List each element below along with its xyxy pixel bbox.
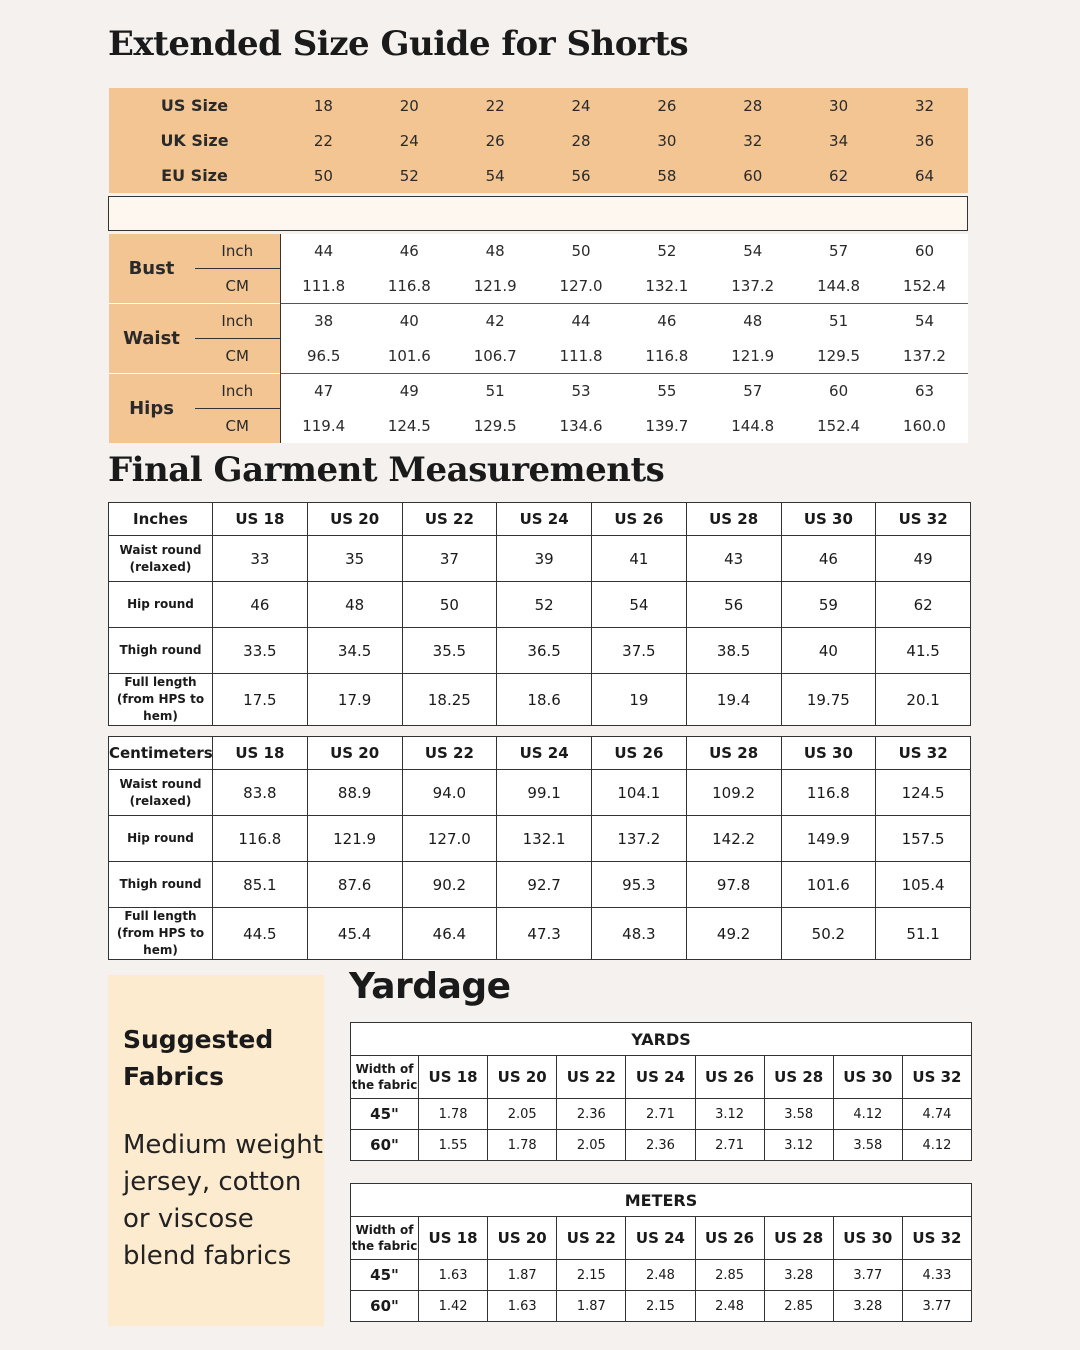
fabrics-title: Suggested Fabrics: [123, 1025, 274, 1091]
value-cell: 36.5: [497, 628, 592, 674]
row-label: 45": [351, 1099, 419, 1130]
value-cell: 137.2: [710, 269, 796, 304]
value-cell: 18.6: [497, 674, 592, 726]
value-cell: 106.7: [452, 339, 538, 374]
size-header: US 32: [902, 1217, 971, 1260]
value-cell: 48: [452, 234, 538, 269]
size-header: US 30: [833, 1217, 902, 1260]
table-row: [351, 1260, 972, 1291]
size-header: US 32: [876, 737, 971, 770]
value-cell: 44: [538, 304, 624, 339]
row-label: 60": [351, 1130, 419, 1161]
value-cell: 62: [876, 582, 971, 628]
value-cell: 4.12: [902, 1130, 971, 1161]
value-cell: 1.87: [557, 1291, 626, 1322]
value-cell: 124.5: [876, 770, 971, 816]
value-cell: 116.8: [366, 269, 452, 304]
table-row: [351, 1130, 972, 1161]
size-header: US 24: [497, 737, 592, 770]
value-cell: 35: [307, 536, 402, 582]
unit-header: Inches: [109, 503, 213, 536]
unit-label: Inch: [195, 304, 281, 339]
size-cell: 22: [452, 88, 538, 123]
size-cell: 26: [624, 88, 710, 123]
value-cell: 41.5: [876, 628, 971, 674]
value-cell: 52: [497, 582, 592, 628]
value-cell: 49.2: [686, 908, 781, 960]
size-header: US 20: [307, 737, 402, 770]
value-cell: 3.58: [833, 1130, 902, 1161]
size-header: US 30: [781, 737, 876, 770]
value-cell: 19: [592, 674, 687, 726]
value-cell: 1.63: [419, 1260, 488, 1291]
value-cell: 34.5: [307, 628, 402, 674]
size-cell: 26: [452, 123, 538, 158]
value-cell: 47.3: [497, 908, 592, 960]
value-cell: 152.4: [796, 409, 882, 444]
size-cell: 36: [882, 123, 968, 158]
value-cell: 88.9: [307, 770, 402, 816]
size-header: US 22: [557, 1056, 626, 1099]
row-label: Hip round: [109, 582, 213, 628]
row-label: US Size: [109, 88, 281, 123]
unit-label: CM: [195, 409, 281, 444]
unit-row: [351, 1023, 972, 1056]
value-cell: 54: [882, 304, 968, 339]
garment-title: Final Garment Measurements: [108, 450, 665, 490]
size-header: US 30: [833, 1056, 902, 1099]
size-cell: 60: [710, 158, 796, 193]
value-cell: 59: [781, 582, 876, 628]
value-cell: 116.8: [624, 339, 710, 374]
suggested-fabrics-panel: [108, 975, 324, 1326]
row-label: Thigh round: [109, 862, 213, 908]
value-cell: 2.15: [626, 1291, 695, 1322]
value-cell: 43: [686, 536, 781, 582]
value-cell: 2.05: [488, 1099, 557, 1130]
unit-header: YARDS: [351, 1023, 972, 1056]
value-cell: 144.8: [796, 269, 882, 304]
value-cell: 46.4: [402, 908, 497, 960]
eu-size-row: [109, 158, 968, 193]
value-cell: 51.1: [876, 908, 971, 960]
value-cell: 49: [876, 536, 971, 582]
value-cell: 46: [624, 304, 710, 339]
value-cell: 101.6: [366, 339, 452, 374]
value-cell: 60: [882, 234, 968, 269]
value-cell: 121.9: [452, 269, 538, 304]
size-header: US 18: [213, 503, 308, 536]
value-cell: 95.3: [592, 862, 687, 908]
size-header: US 24: [626, 1056, 695, 1099]
value-cell: 44.5: [213, 908, 308, 960]
size-header: US 28: [764, 1056, 833, 1099]
value-cell: 129.5: [452, 409, 538, 444]
value-cell: 2.36: [557, 1099, 626, 1130]
value-cell: 39: [497, 536, 592, 582]
value-cell: 4.74: [902, 1099, 971, 1130]
table-row: [351, 1099, 972, 1130]
table-row: [351, 1291, 972, 1322]
value-cell: 1.78: [419, 1099, 488, 1130]
size-cell: 30: [796, 88, 882, 123]
value-cell: 48: [307, 582, 402, 628]
yardage-meters-table: [350, 1183, 972, 1322]
value-cell: 51: [796, 304, 882, 339]
row-label: Waist round (relaxed): [109, 536, 213, 582]
table-row: [109, 908, 971, 960]
size-header: US 28: [686, 503, 781, 536]
size-header: US 32: [902, 1056, 971, 1099]
size-header: US 18: [419, 1056, 488, 1099]
hips-cm-row: [109, 409, 968, 444]
value-cell: 46: [781, 536, 876, 582]
value-cell: 99.1: [497, 770, 592, 816]
value-cell: 38.5: [686, 628, 781, 674]
size-cell: 24: [366, 123, 452, 158]
size-cell: 28: [538, 123, 624, 158]
uk-size-row: [109, 123, 968, 158]
hips-inch-row: [109, 374, 968, 409]
size-header: US 30: [781, 503, 876, 536]
value-cell: 54: [710, 234, 796, 269]
value-cell: 46: [213, 582, 308, 628]
table-row: [109, 582, 971, 628]
size-header: US 26: [592, 503, 687, 536]
value-cell: 18.25: [402, 674, 497, 726]
value-cell: 134.6: [538, 409, 624, 444]
value-cell: 116.8: [213, 816, 308, 862]
value-cell: 94.0: [402, 770, 497, 816]
value-cell: 1.87: [488, 1260, 557, 1291]
size-header: US 24: [626, 1217, 695, 1260]
value-cell: 44: [281, 234, 367, 269]
value-cell: 57: [796, 234, 882, 269]
value-cell: 40: [366, 304, 452, 339]
table-row: [109, 628, 971, 674]
value-cell: 121.9: [307, 816, 402, 862]
size-header: US 28: [686, 737, 781, 770]
value-cell: 55: [624, 374, 710, 409]
value-cell: 46: [366, 234, 452, 269]
value-cell: 124.5: [366, 409, 452, 444]
value-cell: 139.7: [624, 409, 710, 444]
value-cell: 111.8: [281, 269, 367, 304]
table-row: [109, 862, 971, 908]
value-cell: 1.42: [419, 1291, 488, 1322]
unit-row: [351, 1184, 972, 1217]
size-cell: 20: [366, 88, 452, 123]
size-header: US 20: [488, 1056, 557, 1099]
size-header: US 22: [402, 737, 497, 770]
value-cell: 4.12: [833, 1099, 902, 1130]
value-cell: 85.1: [213, 862, 308, 908]
value-cell: 63: [882, 374, 968, 409]
value-cell: 2.71: [626, 1099, 695, 1130]
value-cell: 116.8: [781, 770, 876, 816]
width-label: Width of the fabric: [351, 1217, 419, 1260]
value-cell: 48: [710, 304, 796, 339]
value-cell: 19.4: [686, 674, 781, 726]
value-cell: 101.6: [781, 862, 876, 908]
value-cell: 33.5: [213, 628, 308, 674]
value-cell: 51: [452, 374, 538, 409]
value-cell: 42: [452, 304, 538, 339]
size-header: US 22: [557, 1217, 626, 1260]
value-cell: 2.85: [764, 1291, 833, 1322]
size-cell: 58: [624, 158, 710, 193]
unit-label: Inch: [195, 234, 281, 269]
value-cell: 127.0: [538, 269, 624, 304]
table-row: [109, 770, 971, 816]
value-cell: 132.1: [497, 816, 592, 862]
row-label: Hip round: [109, 816, 213, 862]
value-cell: 152.4: [882, 269, 968, 304]
row-label: EU Size: [109, 158, 281, 193]
bust-inch-row: [109, 234, 968, 269]
waist-inch-row: [109, 304, 968, 339]
garment-inches-table: [108, 502, 971, 726]
size-cell: 62: [796, 158, 882, 193]
us-size-row: [109, 88, 968, 123]
size-header: US 26: [695, 1217, 764, 1260]
unit-label: Inch: [195, 374, 281, 409]
value-cell: 1.63: [488, 1291, 557, 1322]
value-cell: 2.48: [695, 1291, 764, 1322]
value-cell: 60: [796, 374, 882, 409]
size-cell: 50: [281, 158, 367, 193]
row-label: 45": [351, 1260, 419, 1291]
value-cell: 3.28: [764, 1260, 833, 1291]
size-header: US 24: [497, 503, 592, 536]
value-cell: 3.77: [902, 1291, 971, 1322]
value-cell: 144.8: [710, 409, 796, 444]
yardage-yards-table: [350, 1022, 972, 1161]
size-cell: 34: [796, 123, 882, 158]
value-cell: 47: [281, 374, 367, 409]
value-cell: 35.5: [402, 628, 497, 674]
value-cell: 50.2: [781, 908, 876, 960]
value-cell: 111.8: [538, 339, 624, 374]
value-cell: 2.85: [695, 1260, 764, 1291]
value-cell: 92.7: [497, 862, 592, 908]
value-cell: 17.9: [307, 674, 402, 726]
size-cell: 56: [538, 158, 624, 193]
garment-centimeters-table: [108, 736, 971, 960]
value-cell: 160.0: [882, 409, 968, 444]
value-cell: 104.1: [592, 770, 687, 816]
size-cell: 28: [710, 88, 796, 123]
value-cell: 20.1: [876, 674, 971, 726]
value-cell: 2.48: [626, 1260, 695, 1291]
waist-cm-row: [109, 339, 968, 374]
value-cell: 157.5: [876, 816, 971, 862]
value-cell: 45.4: [307, 908, 402, 960]
value-cell: 2.36: [626, 1130, 695, 1161]
size-cell: 32: [710, 123, 796, 158]
value-cell: 53: [538, 374, 624, 409]
value-cell: 119.4: [281, 409, 367, 444]
value-cell: 2.05: [557, 1130, 626, 1161]
value-cell: 3.28: [833, 1291, 902, 1322]
value-cell: 129.5: [796, 339, 882, 374]
value-cell: 40: [781, 628, 876, 674]
value-cell: 49: [366, 374, 452, 409]
value-cell: 52: [624, 234, 710, 269]
value-cell: 3.77: [833, 1260, 902, 1291]
value-cell: 3.12: [764, 1130, 833, 1161]
size-header: US 18: [419, 1217, 488, 1260]
unit-header: Centimeters: [109, 737, 213, 770]
fabrics-description: Medium weight jersey, cotton or viscose blend fabrics: [123, 1130, 323, 1271]
size-cell: 32: [882, 88, 968, 123]
size-cell: 22: [281, 123, 367, 158]
value-cell: 2.71: [695, 1130, 764, 1161]
value-cell: 1.78: [488, 1130, 557, 1161]
value-cell: 3.12: [695, 1099, 764, 1130]
row-label: Waist round (relaxed): [109, 770, 213, 816]
value-cell: 1.55: [419, 1130, 488, 1161]
width-label: Width of the fabric: [351, 1056, 419, 1099]
row-label: 60": [351, 1291, 419, 1322]
value-cell: 83.8: [213, 770, 308, 816]
divider-bar: [109, 197, 968, 231]
value-cell: 127.0: [402, 816, 497, 862]
value-cell: 48.3: [592, 908, 687, 960]
size-header: US 20: [307, 503, 402, 536]
measurement-label: Hips: [109, 374, 195, 444]
size-cell: 52: [366, 158, 452, 193]
value-cell: 137.2: [592, 816, 687, 862]
value-cell: 37.5: [592, 628, 687, 674]
size-header: US 26: [592, 737, 687, 770]
value-cell: 90.2: [402, 862, 497, 908]
table-row: [109, 674, 971, 726]
value-cell: 96.5: [281, 339, 367, 374]
row-label: Full length (from HPS to hem): [109, 908, 213, 960]
table-row: [109, 536, 971, 582]
value-cell: 109.2: [686, 770, 781, 816]
yardage-title: Yardage: [349, 966, 511, 1007]
value-cell: 57: [710, 374, 796, 409]
header-row: [109, 737, 971, 770]
size-header: US 32: [876, 503, 971, 536]
size-header: US 22: [402, 503, 497, 536]
value-cell: 121.9: [710, 339, 796, 374]
measurement-label: Bust: [109, 234, 195, 304]
size-header: US 18: [213, 737, 308, 770]
value-cell: 137.2: [882, 339, 968, 374]
size-guide-table: [108, 88, 968, 443]
value-cell: 3.58: [764, 1099, 833, 1130]
value-cell: 87.6: [307, 862, 402, 908]
bust-cm-row: [109, 269, 968, 304]
size-header: US 28: [764, 1217, 833, 1260]
value-cell: 4.33: [902, 1260, 971, 1291]
value-cell: 149.9: [781, 816, 876, 862]
value-cell: 105.4: [876, 862, 971, 908]
size-cell: 24: [538, 88, 624, 123]
size-cell: 30: [624, 123, 710, 158]
header-row: [351, 1056, 972, 1099]
header-row: [351, 1217, 972, 1260]
header-row: [109, 503, 971, 536]
value-cell: 33: [213, 536, 308, 582]
value-cell: 54: [592, 582, 687, 628]
value-cell: 50: [538, 234, 624, 269]
size-guide-title: Extended Size Guide for Shorts: [108, 24, 689, 64]
value-cell: 142.2: [686, 816, 781, 862]
table-row: [109, 816, 971, 862]
value-cell: 19.75: [781, 674, 876, 726]
value-cell: 41: [592, 536, 687, 582]
row-label: Thigh round: [109, 628, 213, 674]
value-cell: 97.8: [686, 862, 781, 908]
size-cell: 64: [882, 158, 968, 193]
unit-label: CM: [195, 269, 281, 304]
value-cell: 38: [281, 304, 367, 339]
size-header: US 26: [695, 1056, 764, 1099]
value-cell: 50: [402, 582, 497, 628]
size-cell: 54: [452, 158, 538, 193]
row-label: Full length (from HPS to hem): [109, 674, 213, 726]
value-cell: 37: [402, 536, 497, 582]
value-cell: 56: [686, 582, 781, 628]
row-label: UK Size: [109, 123, 281, 158]
unit-label: CM: [195, 339, 281, 374]
measurement-label: Waist: [109, 304, 195, 374]
size-cell: 18: [281, 88, 367, 123]
value-cell: 2.15: [557, 1260, 626, 1291]
value-cell: 17.5: [213, 674, 308, 726]
size-header: US 20: [488, 1217, 557, 1260]
unit-header: METERS: [351, 1184, 972, 1217]
value-cell: 132.1: [624, 269, 710, 304]
